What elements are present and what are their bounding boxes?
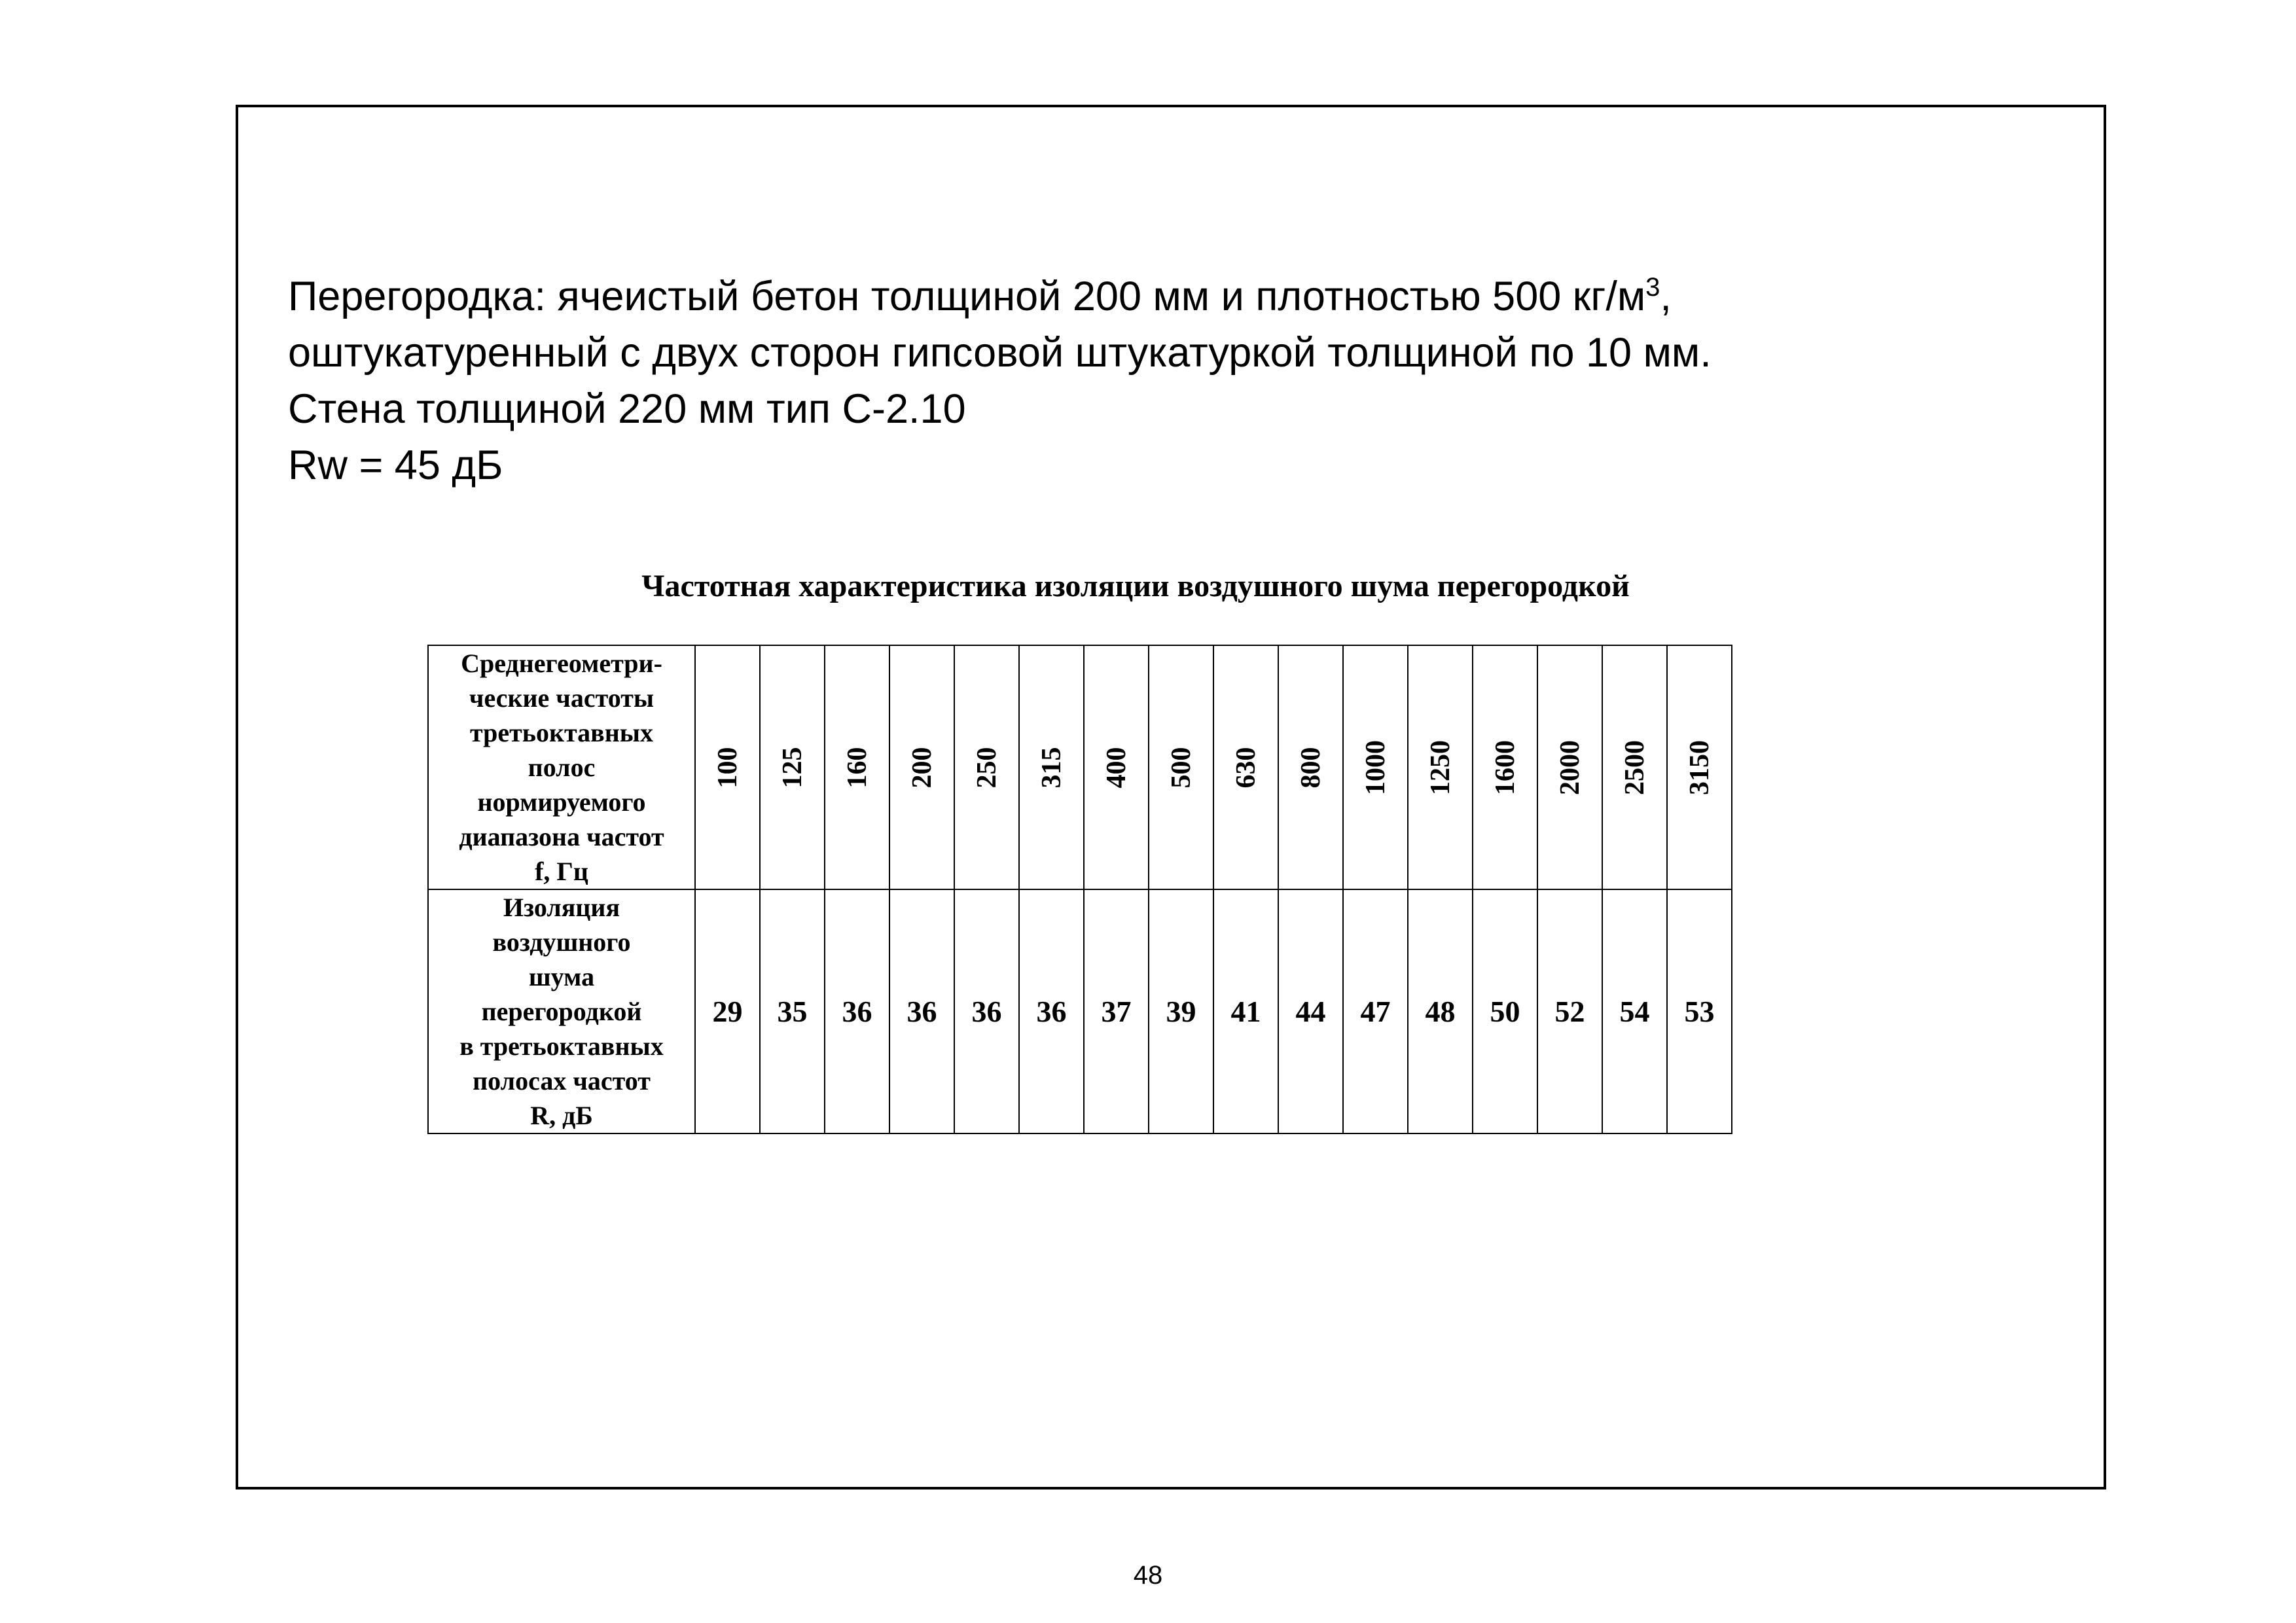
frequency-cell xyxy=(695,645,760,889)
insulation-value-cell: 36 xyxy=(1019,889,1084,1133)
insulation-value-cell: 52 xyxy=(1537,889,1602,1133)
insulation-value-cell: 54 xyxy=(1602,889,1667,1133)
insulation-value-cell: 47 xyxy=(1343,889,1408,1133)
frequency-label: 160 xyxy=(842,747,872,788)
rw-value: Rw = 45 дБ xyxy=(288,442,503,488)
frequency-label: 500 xyxy=(1166,747,1196,788)
frequency-label: 1000 xyxy=(1360,740,1391,795)
frequency-cell xyxy=(825,645,889,889)
frequency-cell xyxy=(1602,645,1667,889)
description-line-1: Перегородка: ячеистый бетон толщиной 200 мм и плотностью 500 $кг/м^3$, xyxy=(288,273,1672,319)
frequency-label: 100 xyxy=(712,747,743,788)
description-line-2: оштукатуренный с двух сторон гипсовой штукатуркой толщиной по 10 мм. xyxy=(288,330,1712,376)
insulation-value-cell: 36 xyxy=(825,889,889,1133)
description-line-3: Стена толщиной 220 мм тип С-2.10 xyxy=(288,386,966,432)
frequency-cell xyxy=(1343,645,1408,889)
frequency-label: 630 xyxy=(1230,747,1261,788)
frequency-cell xyxy=(1667,645,1732,889)
frequency-label: 800 xyxy=(1295,747,1326,788)
frequency-label: 2500 xyxy=(1619,740,1650,795)
insulation-value-cell: 36 xyxy=(889,889,954,1133)
frequency-cell xyxy=(1149,645,1213,889)
frequency-cell xyxy=(889,645,954,889)
insulation-value-cell: 29 xyxy=(695,889,760,1133)
insulation-value-cell: 44 xyxy=(1278,889,1343,1133)
page-number: 48 xyxy=(1133,1561,1163,1590)
insulation-value-cell: 41 xyxy=(1213,889,1278,1133)
frequency-cell xyxy=(1278,645,1343,889)
frequency-label: 315 xyxy=(1036,747,1067,788)
frequency-label: 1600 xyxy=(1490,740,1520,795)
insulation-row-header: Изоляция воздушного шума перегородкой в третьоктавных полосах частот R, дБ xyxy=(428,889,695,1133)
insulation-value-cell: 53 xyxy=(1667,889,1732,1133)
frequency-label: 2000 xyxy=(1554,740,1585,795)
insulation-value-cell: 35 xyxy=(760,889,825,1133)
insulation-value-cell: 39 xyxy=(1149,889,1213,1133)
frequency-cell xyxy=(1084,645,1149,889)
insulation-row xyxy=(428,889,1732,1133)
frequency-label: 250 xyxy=(971,747,1002,788)
insulation-value-cell: 36 xyxy=(954,889,1019,1133)
frequency-cell xyxy=(1473,645,1537,889)
frequency-label: 3150 xyxy=(1684,740,1715,795)
insulation-value-cell: 50 xyxy=(1473,889,1537,1133)
frequency-label: 1250 xyxy=(1425,740,1456,795)
frequency-label: 200 xyxy=(906,747,937,788)
frequency-row xyxy=(428,645,1732,889)
frequency-row-header: Среднегеометри- ческие частоты третьоктавных полос нормируемого диапазона частот f, Гц xyxy=(428,645,695,889)
insulation-value-cell: 37 xyxy=(1084,889,1149,1133)
frequency-cell xyxy=(1019,645,1084,889)
frequency-cell xyxy=(1408,645,1473,889)
frequency-cell xyxy=(1537,645,1602,889)
insulation-value-cell: 48 xyxy=(1408,889,1473,1133)
frequency-cell xyxy=(760,645,825,889)
partition-description xyxy=(288,268,1924,493)
frequency-cell xyxy=(954,645,1019,889)
frequency-label: 400 xyxy=(1101,747,1132,788)
frequency-cell xyxy=(1213,645,1278,889)
table-caption: Частотная характеристика изоляции воздушного шума перегородкой xyxy=(641,569,1630,603)
frequency-label: 125 xyxy=(777,747,808,788)
frequency-table xyxy=(427,645,1732,1134)
cubic-superscript: 3 xyxy=(1645,273,1660,302)
